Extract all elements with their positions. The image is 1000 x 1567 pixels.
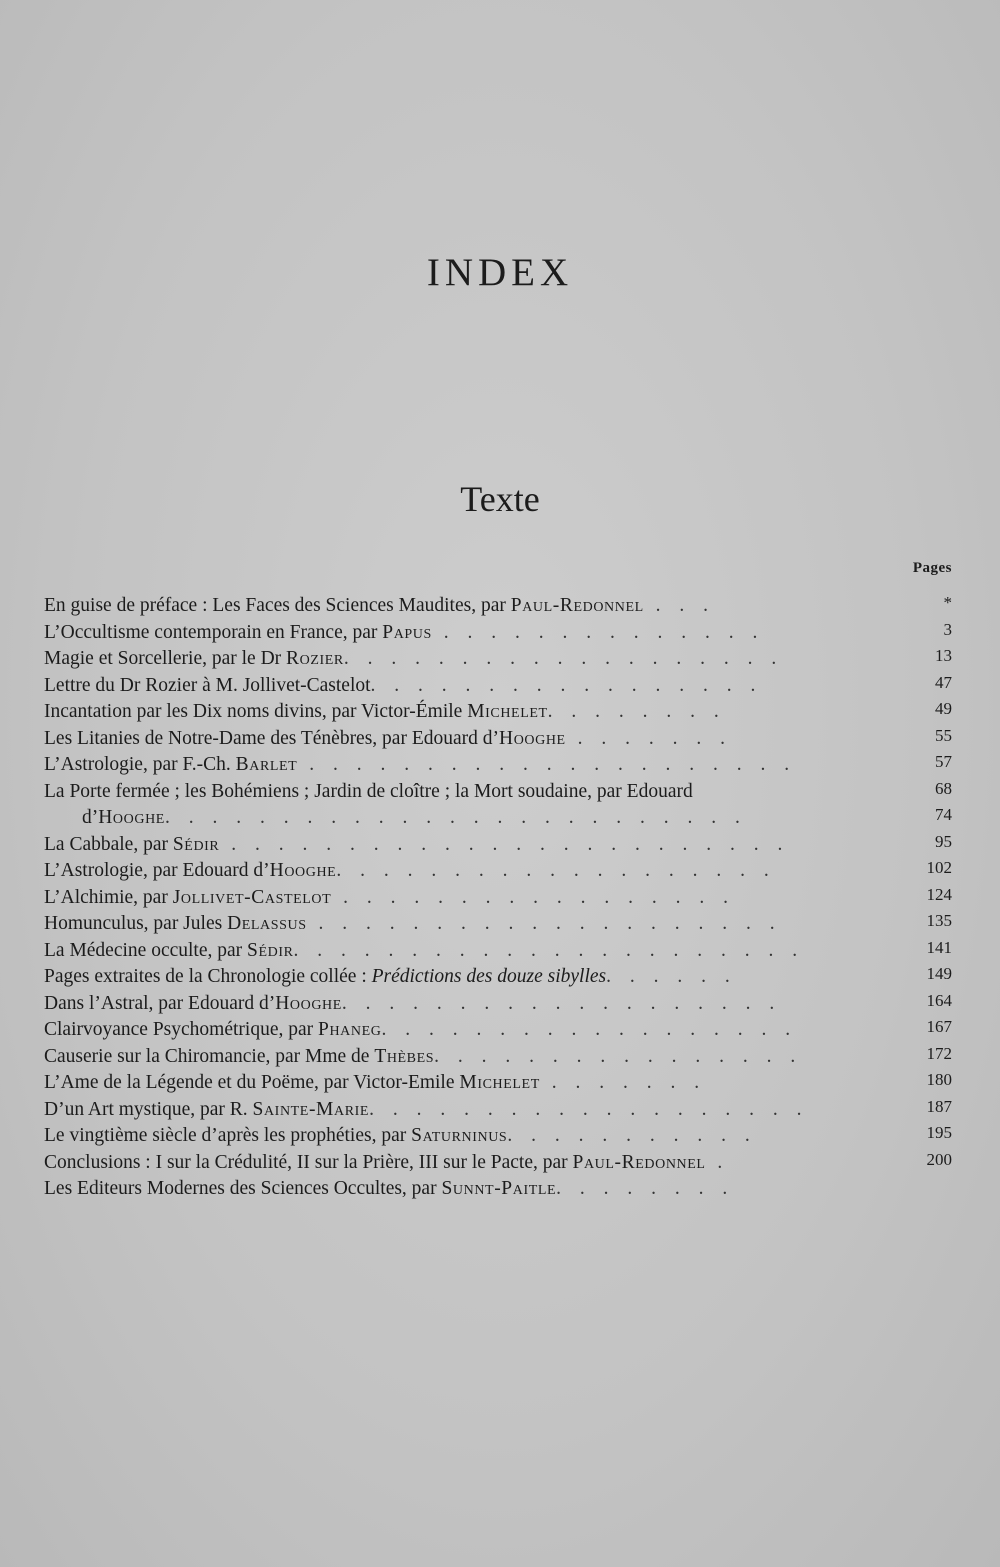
toc-entry-text: L’Alchimie, par bbox=[44, 886, 173, 908]
toc-entry bbox=[44, 1123, 884, 1150]
toc-entry-leader-dots: . . . . . . . . . . . . . . . . . . . . . . . . . bbox=[164, 807, 747, 828]
toc-entry-author: Hooghe bbox=[269, 860, 337, 881]
toc-entry-title bbox=[44, 1046, 802, 1067]
toc-entry-leader-dots: . . . . . . . bbox=[539, 1072, 707, 1093]
toc-entry-continuation bbox=[44, 805, 884, 832]
pages-column-header: Pages bbox=[912, 560, 952, 576]
toc-entry bbox=[44, 938, 884, 965]
toc-entry-author: Sunnt-Paitle bbox=[441, 1178, 557, 1199]
toc-entry-leader-dots: . . . . . . . bbox=[565, 727, 732, 749]
toc-page-number: 164 bbox=[926, 990, 952, 1010]
toc-entry-text: L’Astrologie, par Edouard d’ bbox=[44, 860, 270, 881]
toc-entry bbox=[44, 1176, 884, 1203]
toc-page-number: 57 bbox=[935, 752, 952, 771]
toc-page-number: 102 bbox=[926, 858, 952, 877]
toc-entry-leader-dots: . . . . . . . . . . . . . . . . . bbox=[370, 674, 763, 696]
toc-entry-leader-dots: . . . bbox=[643, 595, 716, 616]
toc-entry-title bbox=[44, 1099, 808, 1120]
toc-entry bbox=[44, 673, 884, 700]
toc-entry bbox=[44, 1017, 884, 1044]
toc-entry-text: Homunculus, par Jules bbox=[44, 913, 228, 934]
toc-entry bbox=[44, 1097, 884, 1124]
toc-entry-text: Les Litanies de Notre-Dame des Ténèbres, par Edouard d’ bbox=[44, 727, 500, 749]
toc-entry-title bbox=[44, 940, 804, 961]
toc-entry bbox=[44, 964, 884, 991]
toc-entry-author: Paul-Redonnel bbox=[572, 1151, 706, 1173]
toc-entry-text: La Médecine occulte, par bbox=[44, 939, 248, 961]
toc-entry bbox=[44, 991, 884, 1018]
toc-entry bbox=[44, 1044, 884, 1071]
toc-entry-author: Phaneg bbox=[318, 1019, 382, 1040]
toc-entry-leader-dots: . . . . . . bbox=[606, 966, 737, 987]
toc-entry-title bbox=[44, 913, 782, 934]
toc-page-number: 3 bbox=[943, 619, 952, 639]
toc-entry-text: Le vingtième siècle d’après les prophéties, par bbox=[44, 1125, 412, 1146]
toc-entry-author: Paul-Redonnel bbox=[510, 595, 644, 616]
toc-entry bbox=[44, 779, 884, 832]
toc-entry-author: Hooghe bbox=[275, 992, 342, 1014]
toc-entry-leader-dots: . . . . . . . . . . . . . . . . . . . bbox=[341, 992, 782, 1014]
toc-entry-title bbox=[44, 675, 762, 696]
toc-entry-text: Lettre du Dr Rozier à M. Jollivet-Castelot bbox=[44, 674, 371, 696]
toc-entry-title bbox=[44, 1125, 757, 1146]
toc-entry-title bbox=[44, 993, 781, 1014]
toc-entry-leader-dots: . . . . . . . . . . . . . . . . . . . bbox=[336, 860, 776, 881]
toc-page-number: * bbox=[943, 593, 952, 612]
toc-page-number: 135 bbox=[926, 911, 952, 930]
toc-entry-author: Jollivet-Castelot bbox=[172, 886, 332, 908]
toc-entry-text: Incantation par les Dix noms divins, par Victor-Émile bbox=[44, 701, 468, 722]
toc-entry-leader-dots: . . . . . . . . . . . . . . . . . bbox=[331, 886, 736, 908]
toc-page-number: 49 bbox=[935, 699, 952, 718]
toc-entry-leader-dots: . . . . . . . . . . . bbox=[507, 1125, 757, 1146]
toc-entry bbox=[44, 832, 884, 859]
toc-entry bbox=[44, 620, 884, 647]
toc-entry-title bbox=[44, 860, 776, 881]
toc-page-number: 172 bbox=[926, 1043, 952, 1063]
toc-entry-title bbox=[44, 1019, 797, 1040]
toc-entry-leader-dots: . . . . . . . . . . . . . . . . . . . . bbox=[306, 913, 782, 934]
toc-entry-leader-dots: . . . . . . . . . . . . . . . . . . . bbox=[343, 648, 784, 669]
toc-entry-leader-dots: . . . . . . . . . . . . . . . . bbox=[434, 1045, 803, 1067]
toc-entry-title bbox=[44, 966, 737, 987]
toc-entry-author: Delassus bbox=[227, 913, 307, 934]
toc-entry-author: Sédir bbox=[247, 939, 294, 961]
toc-entry bbox=[44, 885, 884, 912]
toc-page-number: 167 bbox=[926, 1017, 952, 1036]
toc-entry bbox=[44, 1070, 884, 1097]
toc-entry-text: D’un Art mystique, par R. bbox=[44, 1098, 253, 1120]
section-title: Texte bbox=[460, 479, 540, 519]
toc-entry-author: Hooghe bbox=[499, 727, 566, 749]
toc-entry-title bbox=[44, 648, 783, 669]
toc-entry-leader-dots: . . . . . . . . bbox=[556, 1178, 735, 1199]
toc-page-number: 95 bbox=[935, 831, 952, 851]
toc-entry bbox=[44, 593, 884, 620]
toc-entry-leader-dots: . . . . . . . . . . . . . . . . . . . . . . . . bbox=[219, 833, 790, 855]
toc-page-number: 68 bbox=[935, 778, 952, 798]
toc-entry-title bbox=[44, 1152, 729, 1173]
toc-page-number: 47 bbox=[935, 672, 952, 692]
toc-page-number: 195 bbox=[926, 1123, 952, 1142]
toc-entry-text: Dans l’Astral, par Edouard d’ bbox=[44, 992, 276, 1014]
toc-entry bbox=[44, 1150, 884, 1177]
toc-page-number: 74 bbox=[935, 805, 952, 824]
toc-page-number: 141 bbox=[926, 937, 952, 957]
toc-entry-title bbox=[44, 1072, 706, 1093]
toc-entry-title bbox=[44, 701, 726, 722]
toc-page-number: 149 bbox=[926, 964, 952, 983]
toc-entry-title bbox=[44, 754, 796, 775]
toc-entry-title bbox=[44, 887, 735, 908]
toc-entry-text: Clairvoyance Psychométrique, par bbox=[44, 1019, 318, 1040]
toc-entry-title bbox=[44, 622, 764, 643]
toc-entry bbox=[44, 911, 884, 938]
toc-entry-text: L’Occultisme contemporain en France, par bbox=[44, 621, 383, 643]
page-title: INDEX bbox=[426, 251, 574, 294]
toc-page-number: 13 bbox=[935, 646, 952, 665]
toc-page-number: 180 bbox=[926, 1070, 952, 1089]
toc-page-number: 55 bbox=[935, 725, 952, 745]
toc-entry-leader-dots: . . . . . . . . . . . . . . . . . . bbox=[381, 1019, 798, 1040]
table-of-contents bbox=[44, 593, 884, 1203]
toc-page-number: 124 bbox=[926, 884, 952, 904]
toc-entry-leader-dots: . . . . . . . . . . . . . . bbox=[431, 621, 765, 643]
toc-entry-title bbox=[44, 834, 789, 855]
toc-entry-text: Conclusions : I sur la Crédulité, II sur la Prière, III sur le Pacte, par bbox=[44, 1151, 573, 1173]
toc-entry-text: L’Ame de la Légende et du Poëme, par Victor-Emile bbox=[44, 1072, 460, 1093]
toc-entry-author: Rozier bbox=[286, 648, 344, 669]
toc-entry-text: d’ bbox=[82, 807, 99, 828]
toc-entry-title bbox=[44, 595, 715, 616]
toc-entry-italic-title: Prédictions des douze sibylles bbox=[371, 966, 607, 987]
toc-entry bbox=[44, 858, 884, 885]
toc-entry bbox=[44, 646, 884, 673]
toc-entry-leader-dots: . . . . . . . . bbox=[547, 701, 726, 722]
toc-entry-text: Pages extraites de la Chronologie collée : bbox=[44, 966, 372, 987]
toc-entry-title bbox=[44, 728, 732, 749]
toc-entry-title bbox=[44, 781, 693, 802]
toc-entry-author: Papus bbox=[382, 621, 432, 643]
toc-entry-text: La Porte fermée ; les Bohémiens ; Jardin de cloître ; la Mort soudaine, par Edouard bbox=[44, 780, 693, 802]
page-numbers-column bbox=[892, 590, 952, 1173]
toc-page-number: 187 bbox=[926, 1096, 952, 1116]
toc-entry-author: Michelet bbox=[459, 1072, 540, 1093]
toc-entry-author: Barlet bbox=[235, 754, 298, 775]
toc-entry bbox=[44, 752, 884, 779]
toc-entry-author: Saturninus bbox=[411, 1125, 508, 1146]
toc-entry-author: Hooghe bbox=[98, 807, 165, 828]
toc-entry-text: Magie et Sorcellerie, par le Dr bbox=[44, 648, 287, 669]
toc-entry-title bbox=[44, 1178, 734, 1199]
toc-entry-leader-dots: . . . . . . . . . . . . . . . . . . . . . bbox=[297, 754, 797, 775]
toc-entry-leader-dots: . bbox=[705, 1151, 730, 1173]
toc-entry-leader-dots: . . . . . . . . . . . . . . . . . . . bbox=[369, 1098, 809, 1120]
toc-entry-text: Les Editeurs Modernes des Sciences Occultes, par bbox=[44, 1178, 442, 1199]
toc-entry bbox=[44, 726, 884, 753]
toc-entry-author: Sédir bbox=[172, 833, 220, 855]
toc-entry-author: Thèbes bbox=[374, 1045, 435, 1067]
toc-entry-text: La Cabbale, par bbox=[44, 833, 173, 855]
toc-entry-text: En guise de préface : Les Faces des Sciences Maudites, par bbox=[44, 595, 511, 616]
toc-entry-text: Causerie sur la Chiromancie, par Mme de bbox=[44, 1045, 375, 1067]
toc-entry-author: Michelet bbox=[467, 701, 548, 722]
toc-entry-text: L’Astrologie, par F.-Ch. bbox=[44, 754, 236, 775]
toc-page-number: 200 bbox=[926, 1149, 952, 1169]
toc-entry-author: Sainte-Marie bbox=[252, 1098, 370, 1120]
toc-entry-leader-dots: . . . . . . . . . . . . . . . . . . . . . . bbox=[293, 939, 805, 961]
toc-entry bbox=[44, 699, 884, 726]
